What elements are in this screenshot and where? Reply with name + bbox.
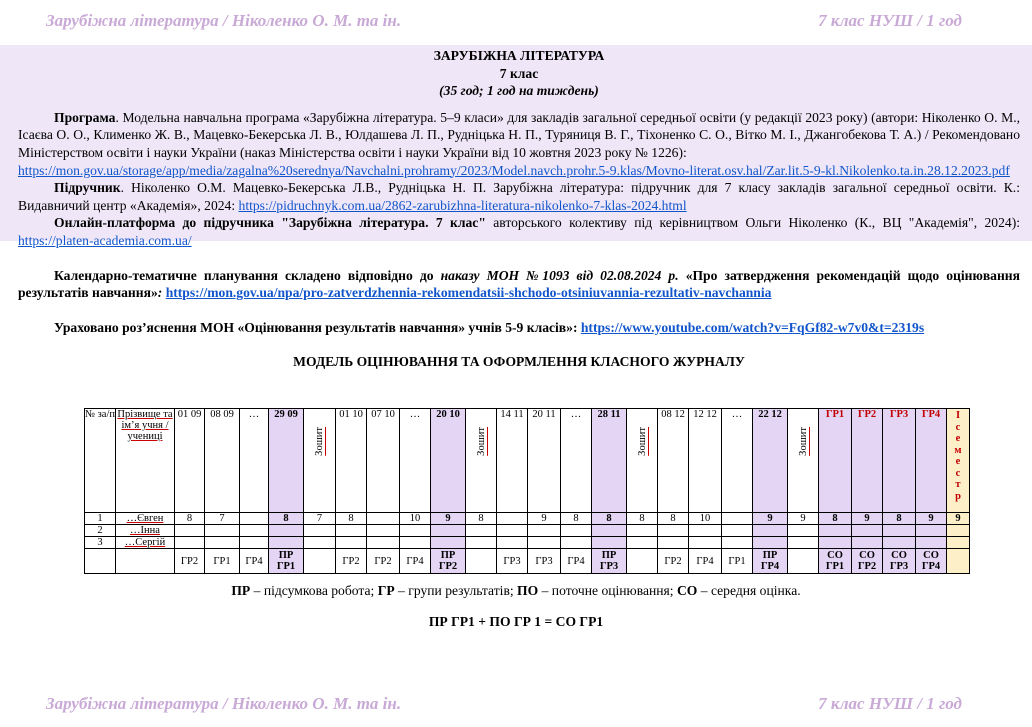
grade-cell[interactable] bbox=[269, 537, 304, 549]
row-number: 2 bbox=[85, 525, 116, 537]
legend-pr: ПР bbox=[231, 583, 251, 598]
grade-cell[interactable] bbox=[497, 525, 528, 537]
grade-cell[interactable]: 8 bbox=[269, 513, 304, 525]
grade-cell[interactable]: 7 bbox=[205, 513, 240, 525]
journal-col-header: ГР2 bbox=[852, 409, 883, 513]
grade-cell[interactable] bbox=[431, 537, 466, 549]
journal-col-header: Ісеместр bbox=[947, 409, 970, 513]
journal-col-header: 14 11 bbox=[497, 409, 528, 513]
grade-cell[interactable] bbox=[400, 525, 431, 537]
grade-cell[interactable] bbox=[497, 513, 528, 525]
grade-cell[interactable] bbox=[400, 537, 431, 549]
grade-cell[interactable] bbox=[336, 537, 367, 549]
grade-cell[interactable]: 8 bbox=[175, 513, 205, 525]
grade-cell[interactable] bbox=[689, 525, 722, 537]
grade-cell[interactable]: 8 bbox=[819, 513, 852, 525]
journal-col-header: Зошит bbox=[466, 409, 497, 513]
grade-cell[interactable] bbox=[788, 537, 819, 549]
grade-cell[interactable]: 8 bbox=[561, 513, 592, 525]
journal-col-header: 08 09 bbox=[205, 409, 240, 513]
grade-cell[interactable]: 9 bbox=[753, 513, 788, 525]
calendar-paragraph bbox=[18, 267, 1020, 302]
grade-cell[interactable] bbox=[592, 525, 627, 537]
program-paragraph bbox=[18, 109, 1020, 179]
grade-cell[interactable] bbox=[367, 513, 400, 525]
group-label-cell bbox=[627, 549, 658, 574]
platform-text: авторського колективу під керівництвом Ольги Ніколенко (К., ВЦ "Академія", 2024): bbox=[485, 215, 1021, 231]
class-journal-table bbox=[84, 408, 970, 574]
journal-col-header: 01 09 bbox=[175, 409, 205, 513]
program-text: . Модельна навчальна програма «Зарубіжна література. 5–9 класи» для закладів загальної середньої освіти (у редакції 2023 року) (автори: Ніколенко О. М., Ісаєва О. О., Клименко Ж. В., Мацевко-Бекерська Л. В., Юлдашева Л. П., Рудніцька Н. П., Туряниця В. Г., Тіхоненко С. О., Вітко М. І., Джангобекова Т. А.) / Рекомендовано Міністерством освіти і науки України (наказ Міністерства освіти і науки України від 10 жовтня 2023 року № 1226): bbox=[18, 109, 1020, 160]
grade-cell[interactable] bbox=[269, 525, 304, 537]
group-label-cell bbox=[947, 549, 970, 574]
journal-col-header: Зошит bbox=[788, 409, 819, 513]
program-label: Програма bbox=[54, 109, 116, 125]
grade-cell[interactable] bbox=[367, 525, 400, 537]
grade-cell[interactable] bbox=[753, 537, 788, 549]
group-label-cell: ГР4 bbox=[400, 549, 431, 574]
calendar-text1: Календарно-тематичне планування складено відповідно до bbox=[54, 267, 441, 283]
group-label-cell: СО ГР3 bbox=[883, 549, 916, 574]
program-link[interactable]: https://mon.gov.ua/storage/app/media/zagalna%20serednya/Navchalni.prohramy/2023/Model.navch.prohr.5-9.klas/Movno-literat.osv.hal/Zar.lit.5-9-kl.Nikolenko.ta.in.28.12.2023.pdf bbox=[18, 162, 1010, 178]
grade-cell[interactable] bbox=[947, 537, 970, 549]
journal-group-row bbox=[85, 549, 970, 574]
grade-cell[interactable]: 8 bbox=[466, 513, 497, 525]
grade-cell[interactable]: 8 bbox=[658, 513, 689, 525]
platform-label: Онлайн-платформа до підручника "Зарубіжна література. 7 клас" bbox=[54, 215, 486, 231]
grade-cell[interactable]: 9 bbox=[528, 513, 561, 525]
grade-cell[interactable] bbox=[819, 525, 852, 537]
textbook-paragraph bbox=[18, 179, 1020, 214]
calendar-order: наказу МОН №1093 від 02.08.2024 р. bbox=[440, 267, 679, 283]
doc-grade: 7 клас bbox=[499, 65, 539, 81]
header-right: 7 клас НУШ / 1 год bbox=[818, 11, 962, 30]
journal-col-header: 22 12 bbox=[753, 409, 788, 513]
table-row bbox=[85, 537, 970, 549]
grade-cell[interactable] bbox=[466, 525, 497, 537]
grade-cell[interactable]: 8 bbox=[883, 513, 916, 525]
textbook-label: Підручник bbox=[54, 180, 121, 196]
grade-cell[interactable]: 10 bbox=[400, 513, 431, 525]
group-label-cell: СО ГР1 bbox=[819, 549, 852, 574]
group-label-cell: ПР ГР2 bbox=[431, 549, 466, 574]
explain-text: Ураховано роз’яснення МОН «Оцінювання результатів навчання» учнів 5-9 класів»: bbox=[54, 319, 581, 335]
group-label-cell: ГР1 bbox=[722, 549, 753, 574]
journal-col-header: ГР4 bbox=[916, 409, 947, 513]
calendar-colon: : bbox=[157, 285, 163, 301]
empty-cell bbox=[85, 549, 116, 574]
group-label-cell: ГР3 bbox=[497, 549, 528, 574]
grade-cell[interactable] bbox=[240, 525, 269, 537]
group-label-cell: ПР ГР4 bbox=[753, 549, 788, 574]
row-number: 1 bbox=[85, 513, 116, 525]
grade-cell[interactable] bbox=[466, 537, 497, 549]
group-label-cell: ГР4 bbox=[561, 549, 592, 574]
grade-cell[interactable] bbox=[561, 525, 592, 537]
grade-cell[interactable] bbox=[205, 537, 240, 549]
grade-cell[interactable] bbox=[658, 537, 689, 549]
journal-col-header: ГР1 bbox=[819, 409, 852, 513]
legend-gr: ГР bbox=[377, 583, 395, 598]
group-label-cell: СО ГР2 bbox=[852, 549, 883, 574]
grade-cell[interactable] bbox=[431, 525, 466, 537]
document-body bbox=[18, 47, 1020, 371]
grade-cell[interactable]: 9 bbox=[788, 513, 819, 525]
group-label-cell: ГР2 bbox=[336, 549, 367, 574]
formula: ПР ГР1 + ПО ГР 1 = СО ГР1 bbox=[428, 614, 604, 629]
grade-cell[interactable] bbox=[852, 537, 883, 549]
journal-col-header: 08 12 bbox=[658, 409, 689, 513]
group-label-cell: ПР ГР1 bbox=[269, 549, 304, 574]
grade-cell[interactable] bbox=[722, 525, 753, 537]
grade-cell[interactable] bbox=[561, 537, 592, 549]
student-name: …Євген bbox=[116, 513, 175, 525]
grade-cell[interactable] bbox=[852, 525, 883, 537]
grade-cell[interactable] bbox=[689, 537, 722, 549]
grade-cell[interactable]: 9 bbox=[852, 513, 883, 525]
group-label-cell: ГР2 bbox=[367, 549, 400, 574]
grade-cell[interactable]: 8 bbox=[627, 513, 658, 525]
explain-paragraph bbox=[18, 319, 1020, 337]
grade-cell[interactable] bbox=[722, 537, 753, 549]
doc-title: ЗАРУБІЖНА ЛІТЕРАТУРА bbox=[433, 48, 605, 63]
grade-cell[interactable] bbox=[240, 513, 269, 525]
journal-col-header: … bbox=[400, 409, 431, 513]
textbook-text: . Ніколенко О.М. Мацевко-Бекерська Л.В., Рудніцька Н. П. Зарубіжна література: підручник для 7 класу закладів загальної середньої освіти. К.: Видавничий центр «Академія», 2024: bbox=[18, 180, 1020, 213]
grade-cell[interactable] bbox=[367, 537, 400, 549]
explain-link[interactable]: https://www.youtube.com/watch?v=FqGf82-w7v0&t=2319s bbox=[580, 319, 925, 335]
group-label-cell bbox=[788, 549, 819, 574]
platform-link[interactable]: https://platen-academia.com.ua/ bbox=[18, 232, 192, 248]
group-label-cell: ГР4 bbox=[689, 549, 722, 574]
grade-cell[interactable]: 8 bbox=[592, 513, 627, 525]
table-row bbox=[85, 513, 970, 525]
journal-col-header: 12 12 bbox=[689, 409, 722, 513]
grade-cell[interactable] bbox=[304, 525, 336, 537]
grade-cell[interactable] bbox=[788, 525, 819, 537]
grade-cell[interactable] bbox=[883, 537, 916, 549]
textbook-link[interactable]: https://pidruchnyk.com.ua/2862-zarubizhna-literatura-nikolenko-7-klas-2024.html bbox=[238, 197, 687, 213]
calendar-link[interactable]: https://mon.gov.ua/npa/pro-zatverdzhennia-rekomendatsii-shchodo-otsiniuvannia-rezultativ-navchannia bbox=[165, 285, 772, 301]
grade-cell[interactable] bbox=[658, 525, 689, 537]
table-row bbox=[85, 525, 970, 537]
legend-po: ПО bbox=[517, 583, 539, 598]
group-label-cell bbox=[304, 549, 336, 574]
grade-cell[interactable] bbox=[175, 525, 205, 537]
footer-left: Зарубіжна література / Ніколенко О. М. та ін. bbox=[46, 694, 402, 713]
grade-cell[interactable]: 10 bbox=[689, 513, 722, 525]
doc-hours: (35 год; 1 год на тиждень) bbox=[439, 83, 599, 99]
grade-cell[interactable] bbox=[528, 537, 561, 549]
grade-cell[interactable] bbox=[883, 525, 916, 537]
grade-cell[interactable] bbox=[175, 537, 205, 549]
grade-cell[interactable] bbox=[205, 525, 240, 537]
grade-cell[interactable] bbox=[753, 525, 788, 537]
journal-col-header: 20 11 bbox=[528, 409, 561, 513]
journal-col-header: 28 11 bbox=[592, 409, 627, 513]
footer-right: 7 клас НУШ / 1 год bbox=[818, 694, 962, 713]
grade-cell[interactable] bbox=[819, 537, 852, 549]
grade-cell[interactable]: 8 bbox=[336, 513, 367, 525]
group-label-cell: ПР ГР3 bbox=[592, 549, 627, 574]
legend-pr-text: – підсумкова робота; bbox=[250, 583, 378, 598]
platform-paragraph bbox=[18, 214, 1020, 249]
journal-col-header: … bbox=[561, 409, 592, 513]
journal-header-row bbox=[85, 409, 970, 513]
legend bbox=[0, 583, 1032, 599]
journal-col-header: … bbox=[722, 409, 753, 513]
group-label-cell bbox=[466, 549, 497, 574]
journal-col-header: ГР3 bbox=[883, 409, 916, 513]
grade-cell[interactable] bbox=[627, 537, 658, 549]
journal-col-header: … bbox=[240, 409, 269, 513]
empty-cell bbox=[116, 549, 175, 574]
grade-cell[interactable]: 9 bbox=[947, 513, 970, 525]
grade-cell[interactable] bbox=[916, 525, 947, 537]
journal-col-header: 20 10 bbox=[431, 409, 466, 513]
legend-so-text: – середня оцінка. bbox=[697, 583, 801, 598]
grade-cell[interactable] bbox=[916, 537, 947, 549]
journal-col-header: Зошит bbox=[304, 409, 336, 513]
grade-cell[interactable] bbox=[497, 537, 528, 549]
grade-cell[interactable] bbox=[627, 525, 658, 537]
grade-cell[interactable]: 7 bbox=[304, 513, 336, 525]
row-number: 3 bbox=[85, 537, 116, 549]
grade-cell[interactable] bbox=[336, 525, 367, 537]
grade-cell[interactable] bbox=[592, 537, 627, 549]
journal-col-header: Зошит bbox=[627, 409, 658, 513]
group-label-cell: ГР2 bbox=[658, 549, 689, 574]
header-left: Зарубіжна література / Ніколенко О. М. та ін. bbox=[46, 11, 402, 30]
legend-so: СО bbox=[676, 583, 698, 598]
col-name-header: Прізвище та ім’я учня / учениці bbox=[116, 409, 175, 513]
journal-col-header: 07 10 bbox=[367, 409, 400, 513]
group-label-cell: ГР1 bbox=[205, 549, 240, 574]
grade-cell[interactable]: 9 bbox=[916, 513, 947, 525]
grade-cell[interactable]: 9 bbox=[431, 513, 466, 525]
journal-col-header: 01 10 bbox=[336, 409, 367, 513]
grade-cell[interactable] bbox=[528, 525, 561, 537]
grade-cell[interactable] bbox=[304, 537, 336, 549]
grade-cell[interactable] bbox=[722, 513, 753, 525]
legend-po-text: – поточне оцінювання; bbox=[538, 583, 677, 598]
group-label-cell: ГР3 bbox=[528, 549, 561, 574]
group-label-cell: ГР2 bbox=[175, 549, 205, 574]
student-name: …Інна bbox=[116, 525, 175, 537]
col-number-header: № за/п bbox=[85, 409, 116, 513]
group-label-cell: ГР4 bbox=[240, 549, 269, 574]
grade-cell[interactable] bbox=[240, 537, 269, 549]
student-name: …Сергій bbox=[116, 537, 175, 549]
group-label-cell: СО ГР4 bbox=[916, 549, 947, 574]
grade-cell[interactable] bbox=[947, 525, 970, 537]
journal-col-header: 29 09 bbox=[269, 409, 304, 513]
legend-gr-text: – групи результатів; bbox=[394, 583, 518, 598]
model-title: МОДЕЛЬ ОЦІНЮВАННЯ ТА ОФОРМЛЕННЯ КЛАСНОГО ЖУРНАЛУ bbox=[293, 354, 745, 370]
calendar-text2: «Про затвердження рекомендацій щодо оцінювання результатів навчання» bbox=[18, 267, 1020, 301]
